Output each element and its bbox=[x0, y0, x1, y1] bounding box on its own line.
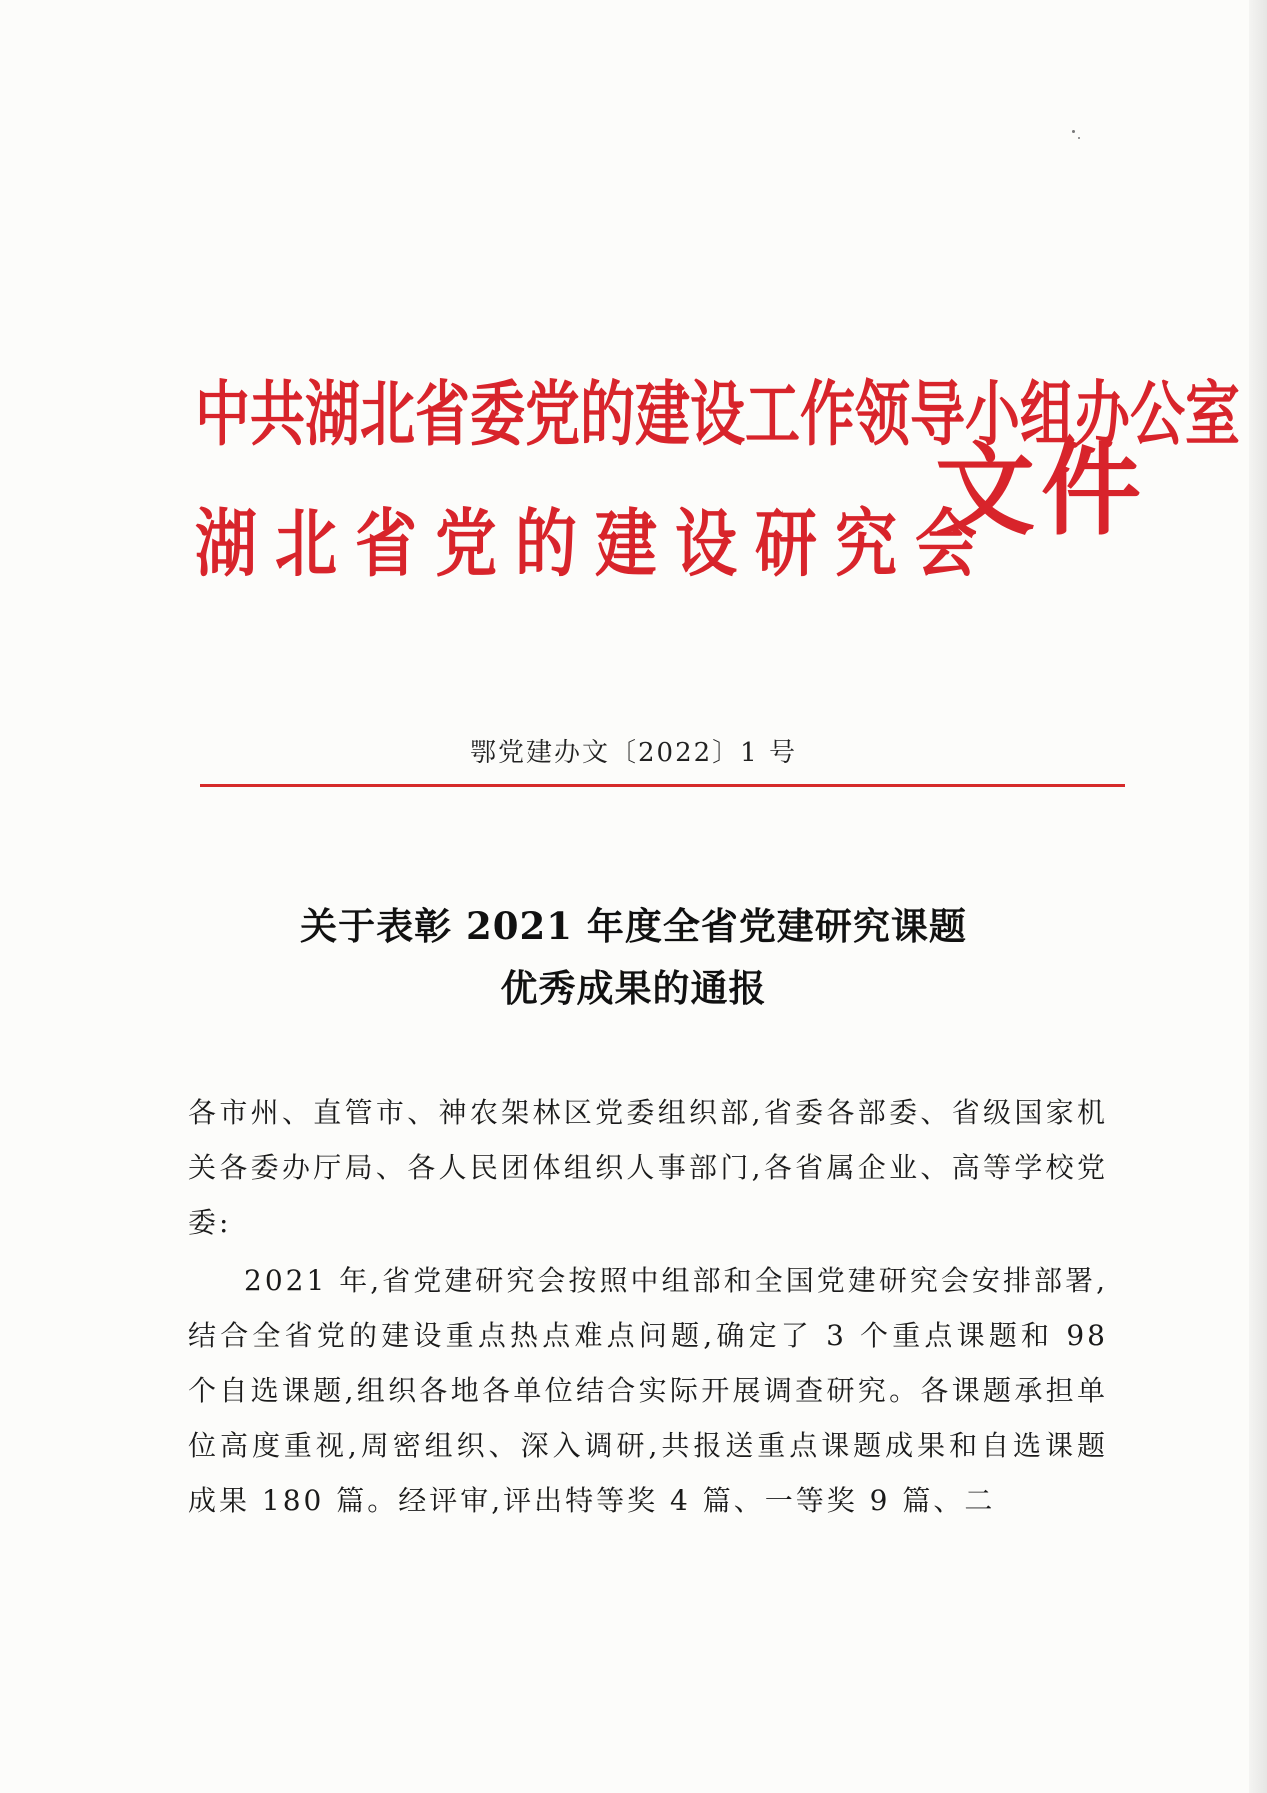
document-title-line-2: 优秀成果的通报 bbox=[500, 966, 767, 1010]
red-head-header bbox=[195, 340, 1241, 610]
body-paragraph: 2021 年,省党建研究会按照中组部和全国党建研究会安排部署,结合全省党的建设重点热点难点问题,确定了 3 个重点课题和 98 个自选课题,组织各地各单位结合实际开展调查研究。各课题承担单位高度重视,周密组织、深入调研,共报送重点课题成果和自选课题成果 180 篇。经评审,评出特等奖 4 篇、一等奖 9 篇、二 bbox=[188, 1264, 1108, 1517]
scan-speck bbox=[1072, 130, 1075, 133]
document-title-line-1: 关于表彰 2021 年度全省党建研究课题 bbox=[300, 904, 967, 948]
salutation: 各市州、直管市、神农架林区党委组织部,省委各部委、省级国家机关各委办厅局、各人民团体组织人事部门,各省属企业、高等学校党委: bbox=[188, 1096, 1108, 1239]
document-number: 鄂党建办文〔2022〕1 号 bbox=[470, 738, 797, 768]
document-word: 文件 bbox=[935, 432, 1147, 549]
red-divider-rule bbox=[200, 784, 1125, 787]
issuing-org-line-1: 中共湖北省委党的建设工作领导小组办公室 bbox=[195, 373, 1241, 456]
issuing-org-line-2: 湖北省党的建设研究会 bbox=[195, 500, 996, 587]
scan-speck bbox=[1078, 137, 1080, 139]
